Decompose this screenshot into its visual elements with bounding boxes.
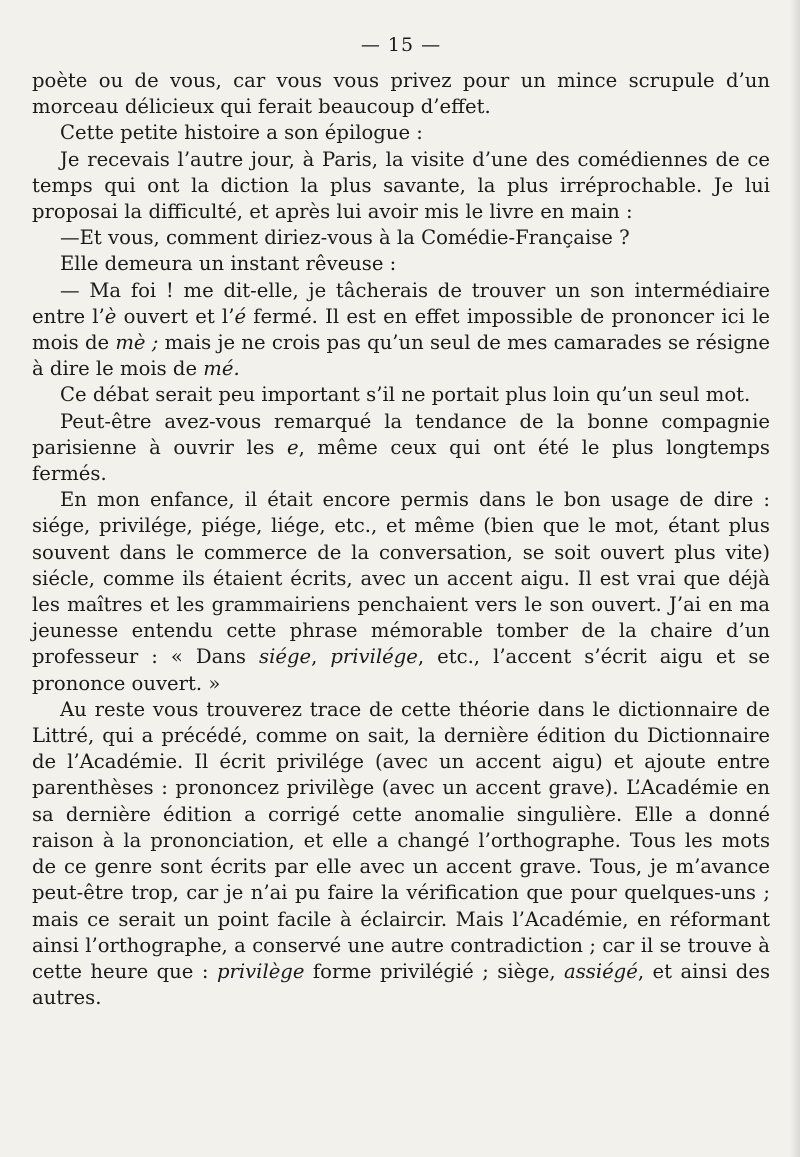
paragraph-p1 bbox=[32, 68, 770, 120]
text-run: Peut-être avez-vous remarqué la tendance de la bonne compagnie parisienne à ouvrir les bbox=[32, 409, 770, 459]
text-run: Au reste vous trouverez trace de cette théorie dans le dictionnaire de Littré, qui a précédé, comme on sait, la dernière édition du Dictionnaire de l’Académie. Il écrit privilége (avec un accent aigu) et ajoute entre parenthèses : prononcez privilège (avec un accent grave). L’Académie en sa dernière édition a corrigé cette anomalie singulière. Elle a donné raison à la prononciation, et elle a changé l’orthographe. Tous les mots de ce genre sont écrits par elle avec un accent grave. Tous, je m’avance peut-être trop, car je n’ai pu faire la vérification que pour quelques-uns ; mais ce serait un point facile à éclaircir. Mais l’Académie, en réformant ainsi l’orthographe, a conservé une autre contradiction ; car il se trouve à cette heure que : bbox=[32, 697, 770, 983]
text-run: —Et vous, comment diriez-vous à la Comédie-Française ? bbox=[60, 226, 630, 250]
paragraph-p3 bbox=[32, 147, 770, 226]
text-run: fermé. Il est en effet impossible de prononcer ici le mois de bbox=[32, 304, 770, 355]
paragraph-p2 bbox=[32, 120, 770, 146]
text-run: poète ou de vous, car vous vous privez pour un mince scrupule d’un morceau délicieux qui ferait beaucoup d’effet. bbox=[32, 69, 770, 119]
text-run: , etc., l’accent s’écrit aigu et se prononce ouvert. » bbox=[32, 645, 770, 695]
text-run: forme privilégié ; siège, bbox=[304, 959, 565, 983]
italic-term: privilége bbox=[330, 645, 418, 669]
paragraph-p4 bbox=[32, 225, 770, 251]
text-run: , même ceux qui ont été le plus longtemps fermés. bbox=[32, 435, 770, 486]
page-edge-shadow bbox=[790, 0, 800, 1157]
text-run: mais je ne crois pas qu’un seul de mes camarades se résigne à dire le mois de bbox=[32, 331, 770, 381]
paragraph-p10 bbox=[32, 697, 770, 1011]
italic-term: mè ; bbox=[115, 331, 159, 355]
italic-term: assiégé bbox=[564, 959, 638, 983]
paragraph-p8 bbox=[32, 409, 770, 488]
paragraph-p7 bbox=[32, 382, 770, 408]
text-run: Je recevais l’autre jour, à Paris, la visite d’une des comédiennes de ce temps qui ont la diction la plus savante, la plus irréprochable. Je lui proposai la difficulté, et après lui avoir mis le livre en main : bbox=[32, 147, 770, 224]
italic-term: é bbox=[234, 304, 247, 328]
italic-term: è bbox=[104, 304, 117, 328]
text-run: , bbox=[311, 645, 331, 669]
italic-term: siége bbox=[259, 645, 312, 669]
text-run: Ce débat serait peu important s’il ne portait plus loin qu’un seul mot. bbox=[60, 383, 751, 407]
paragraph-p6 bbox=[32, 278, 770, 383]
text-run: En mon enfance, il était encore permis dans le bon usage de dire : siége, privilége, piége, liége, etc., et même (bien que le mot, étant plus souvent dans le commerce de la conversation, se soit ouvert plus vite) siécle, comme ils étaient écrits, avec un accent aigu. Il est vrai que déjà les maîtres et les grammairiens penchaient vers le son ouvert. J’ai en ma jeunesse entendu cette phrase mémorable tomber de la chaire d’un professeur : « Dans bbox=[32, 488, 770, 669]
italic-term: e bbox=[286, 435, 299, 459]
text-run: ouvert et l’ bbox=[116, 304, 235, 328]
body-text bbox=[32, 68, 770, 1011]
text-run: Elle demeura un instant rêveuse : bbox=[60, 252, 397, 276]
text-run: — Ma foi ! me dit-elle, je tâcherais de trouver un son intermédiaire entre l’ bbox=[32, 278, 770, 328]
paragraph-p9 bbox=[32, 487, 770, 697]
page-number: — 15 — bbox=[360, 34, 442, 56]
text-run: , et ainsi des autres. bbox=[32, 959, 771, 1010]
paragraph-p5 bbox=[32, 251, 770, 277]
text-run: Cette petite histoire a son épilogue : bbox=[60, 121, 423, 145]
italic-term: privilège bbox=[216, 959, 305, 983]
italic-term: mé. bbox=[203, 357, 240, 381]
